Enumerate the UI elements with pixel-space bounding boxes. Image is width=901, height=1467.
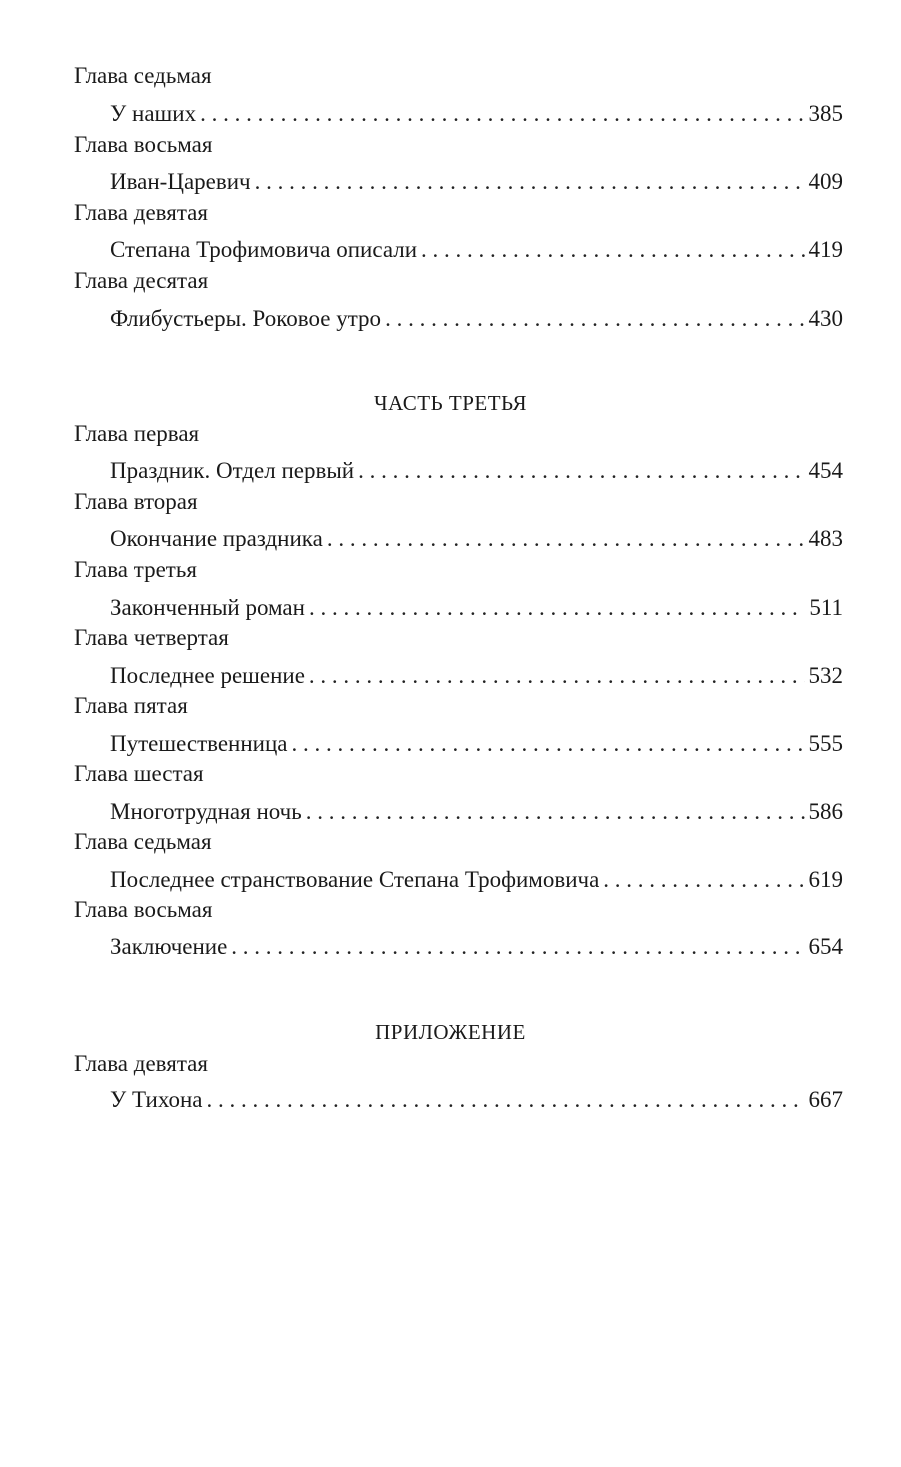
dot-leader <box>292 729 805 759</box>
entry-title: Последнее странствование Степана Трофимовича <box>110 867 600 892</box>
dot-leader <box>255 167 805 197</box>
chapter-heading: Глава вторая <box>74 489 198 514</box>
chapter-heading: Глава восьмая <box>74 132 213 157</box>
page-number: 430 <box>808 306 843 331</box>
chapter-heading: Глава четвертая <box>74 625 229 650</box>
dot-leader <box>200 99 804 129</box>
dot-leader <box>231 932 804 962</box>
toc-entry[interactable] <box>110 932 843 962</box>
page-number: 409 <box>808 169 843 194</box>
toc-entry[interactable] <box>110 456 843 486</box>
dot-leader <box>603 865 804 895</box>
entry-title: Иван-Царевич <box>110 169 251 194</box>
dot-leader <box>327 524 805 554</box>
chapter-heading: Глава восьмая <box>74 897 213 922</box>
page-number: 454 <box>808 458 843 483</box>
chapter-heading: Глава девятая <box>74 1051 208 1076</box>
toc-entry[interactable] <box>110 729 843 759</box>
dot-leader <box>358 456 804 486</box>
dot-leader <box>421 235 804 265</box>
entry-title: Последнее решение <box>110 663 305 688</box>
chapter-heading: Глава седьмая <box>74 829 212 854</box>
page-number: 511 <box>809 595 843 620</box>
page-number: 586 <box>808 799 843 824</box>
toc-entry[interactable] <box>110 524 843 554</box>
page-number: 555 <box>808 731 843 756</box>
entry-title: Окончание праздника <box>110 526 323 551</box>
toc-entry[interactable] <box>110 797 843 827</box>
entry-title: Степана Трофимовича описали <box>110 237 418 262</box>
entry-title: Многотрудная ночь <box>110 799 302 824</box>
chapter-heading: Глава шестая <box>74 761 204 786</box>
entry-title: Законченный роман <box>110 595 305 620</box>
chapter-heading: Глава седьмая <box>74 63 212 88</box>
page-number: 654 <box>808 934 843 959</box>
page-number: 483 <box>808 526 843 551</box>
toc-entry[interactable] <box>110 99 843 129</box>
entry-title: У наших <box>110 101 197 126</box>
chapter-heading: Глава девятая <box>74 200 208 225</box>
page-number: 667 <box>808 1087 843 1112</box>
appendix-title: ПРИЛОЖЕНИЕ <box>375 1020 526 1044</box>
chapter-heading: Глава десятая <box>74 268 209 293</box>
chapter-heading: Глава первая <box>74 421 200 446</box>
dot-leader <box>309 593 805 623</box>
chapter-heading: Глава третья <box>74 557 197 582</box>
entry-title: Флибустьеры. Роковое утро <box>110 306 382 331</box>
dot-leader <box>309 661 805 691</box>
dot-leader <box>206 1085 804 1115</box>
toc-entry[interactable] <box>110 1085 843 1115</box>
entry-title: Праздник. Отдел первый <box>110 458 355 483</box>
entry-title: Путешественница <box>110 731 288 756</box>
toc-entry[interactable] <box>110 235 843 265</box>
page-number: 419 <box>808 237 843 262</box>
entry-title: Заключение <box>110 934 228 959</box>
toc-entry[interactable] <box>110 661 843 691</box>
dot-leader <box>306 797 805 827</box>
page-number: 385 <box>808 101 843 126</box>
dot-leader <box>385 304 804 334</box>
page-number: 532 <box>808 663 843 688</box>
chapter-heading: Глава пятая <box>74 693 188 718</box>
toc-entry[interactable] <box>110 167 843 197</box>
toc-entry[interactable] <box>110 593 843 623</box>
entry-title: У Тихона <box>110 1087 203 1112</box>
toc-entry[interactable] <box>110 304 843 334</box>
part-three-title: ЧАСТЬ ТРЕТЬЯ <box>373 391 528 415</box>
toc-entry[interactable] <box>110 865 843 895</box>
page-number: 619 <box>808 867 843 892</box>
